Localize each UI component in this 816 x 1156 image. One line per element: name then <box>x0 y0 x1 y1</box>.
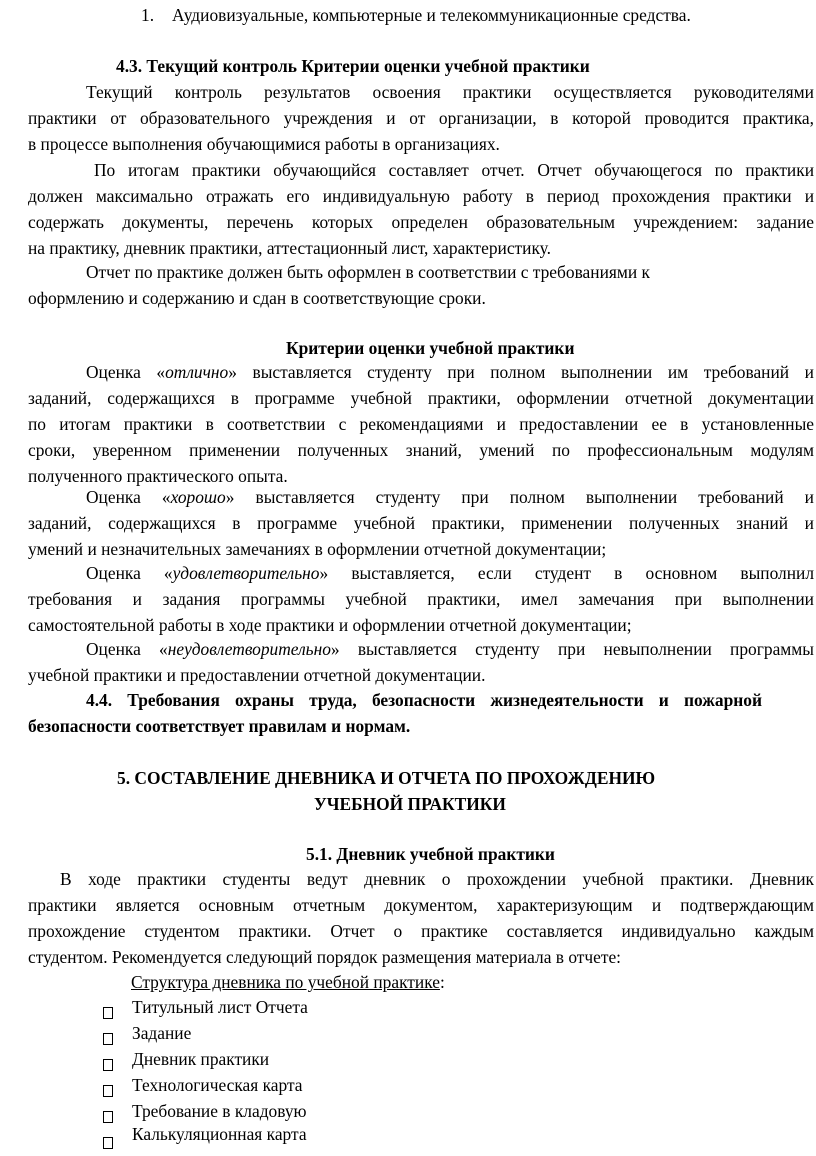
text-line: оформлению и содержанию и сдан в соответствующие сроки. <box>28 288 486 308</box>
text-line: самостоятельной работы в ходе практики и оформлении отчетной документации; <box>28 615 632 635</box>
text-line: заданий, содержащихся в программе учебной практики, применении полученных знаний и <box>28 513 814 533</box>
list-item: Калькуляционная карта <box>132 1124 307 1144</box>
paragraph-diary <box>28 866 814 970</box>
checkbox-bullet-icon <box>103 1026 115 1040</box>
list-item: Дневник практики <box>132 1049 270 1069</box>
grade-satisfactory: удовлетворительно <box>172 563 320 583</box>
text-line: на практику, дневник практики, аттестационный лист, характеристику. <box>28 238 551 258</box>
text-line: содержать документы, перечень которых определен образовательным учреждением: задание <box>28 212 814 232</box>
text-line: умений и незначительных замечаниях в оформлении отчетной документации; <box>28 539 607 559</box>
text-line: в процессе выполнения обучающимися работы в организациях. <box>28 134 500 154</box>
checkbox-bullet-icon <box>103 1000 115 1014</box>
text-line: В ходе практики студенты ведут дневник о прохождении учебной практики. Дневник <box>60 869 814 889</box>
text-line: Оценка «удовлетворительно» выставляется, если студент в основном выполнил <box>86 563 814 583</box>
text-line: студентом. Рекомендуется следующий порядок размещения материала в отчете: <box>28 947 622 967</box>
text-line: требования и задания программы учебной практики, имел замечания при выполнении <box>28 589 814 609</box>
section-heading-5-line2: УЧЕБНОЙ ПРАКТИКИ <box>314 794 506 814</box>
text-line: полученного практического опыта. <box>28 466 288 486</box>
checkbox-bullet-icon <box>103 1104 115 1118</box>
list-item: Технологическая карта <box>132 1075 303 1095</box>
list-item-number: 1. <box>141 5 155 25</box>
text-line: Оценка «неудовлетворительно» выставляется студенту при невыполнении программы <box>86 639 814 659</box>
text-line: Оценка «хорошо» выставляется студенту при полном выполнении требований и <box>86 487 814 507</box>
list-item: Титульный лист Отчета <box>132 997 308 1017</box>
text-line: 4.4. Требования охраны труда, безопасности жизнедеятельности и пожарной <box>86 690 762 710</box>
text-line: Отчет по практике должен быть оформлен в соответствии с требованиями к <box>86 262 650 282</box>
criteria-good <box>28 484 814 562</box>
checkbox-bullet-icon <box>103 1052 115 1066</box>
text-line: практики является основным отчетным документом, характеризующим и подтверждающим <box>28 895 814 915</box>
section-heading-5-1: 5.1. Дневник учебной практики <box>306 844 555 864</box>
list-item: Задание <box>132 1023 192 1043</box>
grade-unsatisfactory: неудовлетворительно <box>167 639 331 659</box>
checkbox-bullet-icon <box>103 1130 115 1144</box>
checkbox-bullet-icon <box>103 1078 115 1092</box>
section-heading-5-line1: 5. СОСТАВЛЕНИЕ ДНЕВНИКА И ОТЧЕТА ПО ПРОХОЖДЕНИЮ <box>117 768 656 788</box>
criteria-heading: Критерии оценки учебной практики <box>286 338 575 358</box>
section-heading-4-3: 4.3. Текущий контроль Критерии оценки учебной практики <box>116 56 590 76</box>
paragraph-current-control <box>28 79 814 157</box>
structure-label: Структура дневника по учебной практике: <box>131 972 445 992</box>
list-item-text: Аудиовизуальные, компьютерные и телекоммуникационные средства. <box>172 5 691 25</box>
section-heading-4-4 <box>28 687 762 739</box>
paragraph-report-format <box>28 259 814 311</box>
criteria-satisfactory <box>28 560 814 638</box>
text-line: безопасности соответствует правилам и нормам. <box>28 716 411 736</box>
grade-good: хорошо <box>170 487 226 507</box>
text-line: практики от образовательного учреждения и от организации, в которой проводится практика, <box>28 108 814 128</box>
text-line: заданий, содержащихся в программе учебной практики, оформлении отчетной документации <box>28 388 814 408</box>
text-line: прохождение студентом практики. Отчет о практике составляется индивидуально каждым <box>28 921 814 941</box>
criteria-excellent <box>28 359 814 489</box>
grade-excellent: отлично <box>165 362 229 382</box>
paragraph-report <box>28 157 814 261</box>
list-item: Требование в кладовую <box>132 1101 307 1121</box>
text-line: Оценка «отлично» выставляется студенту при полном выполнении им требований и <box>86 362 814 382</box>
text-line: по итогам практики в соответствии с рекомендациями и предоставлении ее в установленные <box>28 414 814 434</box>
criteria-unsatisfactory <box>28 636 814 688</box>
text-line: сроки, уверенном применении полученных знаний, умений по профессиональным модулям <box>28 440 814 460</box>
text-line: По итогам практики обучающийся составляет отчет. Отчет обучающегося по практики <box>94 160 814 180</box>
text-line: должен максимально отражать его индивидуальную работу в период прохождения практики и <box>28 186 814 206</box>
text-line: Текущий контроль результатов освоения практики осуществляется руководителями <box>86 82 814 102</box>
text-line: учебной практики и предоставлении отчетной документации. <box>28 665 486 685</box>
